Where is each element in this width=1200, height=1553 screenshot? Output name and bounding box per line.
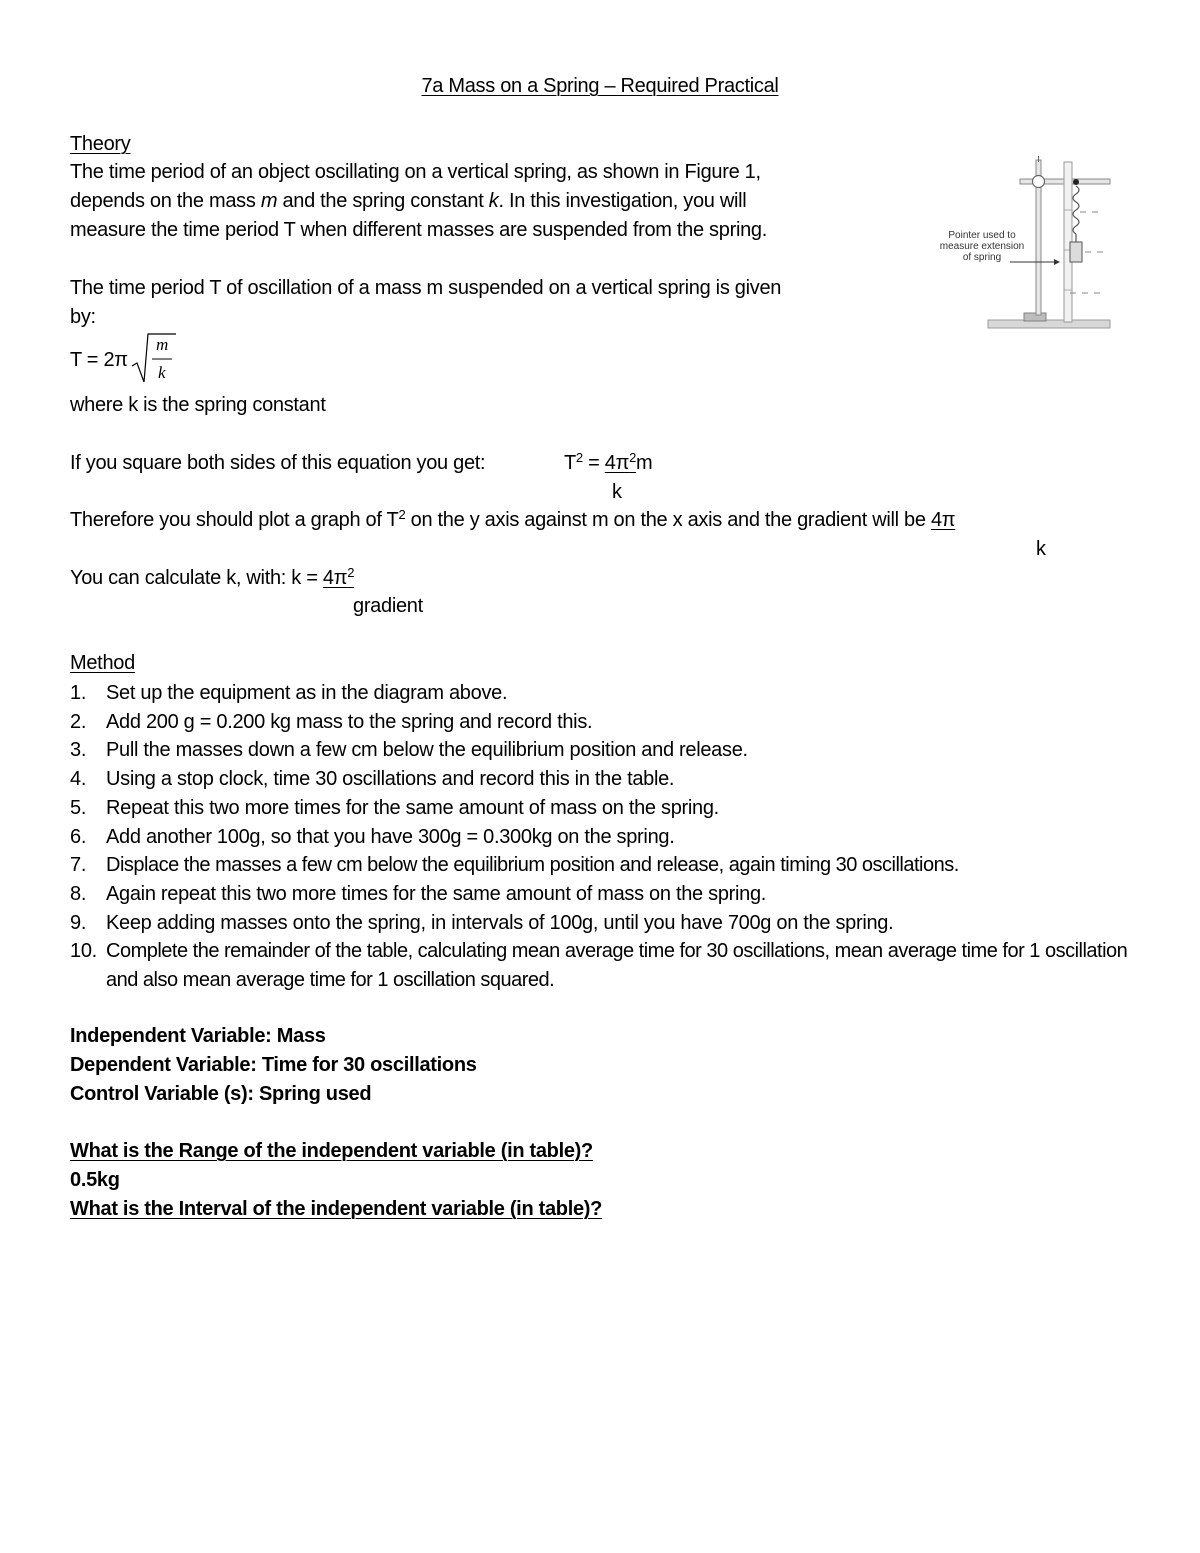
- pointer-label: [930, 230, 1034, 263]
- superscript: 2: [398, 507, 406, 522]
- fraction-numerator: [323, 567, 354, 589]
- list-item: [70, 794, 1160, 823]
- list-item: [70, 823, 1160, 852]
- text-run: . In this investigation, you will: [498, 190, 747, 212]
- range-answer: 0.5kg: [70, 1169, 120, 1191]
- spring-apparatus-figure: [930, 150, 1120, 340]
- step-text: Repeat this two more times for the same amount of mass on the spring.: [106, 796, 719, 819]
- text-run: on the y axis against m on the x axis and the gradient will be: [405, 509, 931, 531]
- dependent-variable: Dependent Variable: Time for 30 oscillations: [70, 1054, 477, 1076]
- method-heading: Method: [70, 652, 135, 674]
- formula-lhs: T = 2π: [70, 349, 128, 371]
- pointer-label-line: Pointer used to: [948, 230, 1016, 241]
- page-title: 7a Mass on a Spring – Required Practical: [421, 75, 779, 97]
- pointer-label-line: of spring: [962, 252, 1002, 263]
- fraction-denominator: gradient: [353, 595, 423, 617]
- theory-paragraph-line: [70, 187, 746, 215]
- calc-line: [70, 564, 354, 592]
- text-run: depends on the mass: [70, 190, 261, 212]
- step-text: Set up the equipment as in the diagram above.: [106, 682, 508, 704]
- theory-paragraph-line: measure the time period T when different masses are suspended from the spring.: [70, 219, 767, 241]
- step-number: 10.: [70, 940, 97, 963]
- formula-denominator: k: [158, 363, 166, 382]
- theory-paragraph-line: The time period of an object oscillating on a vertical spring, as shown in Figure 1,: [70, 161, 761, 183]
- list-item: [70, 880, 1160, 909]
- list-item: [70, 708, 1160, 737]
- text-run: You can calculate k, with: k =: [70, 567, 323, 589]
- fraction-numerator: 4π: [930, 509, 956, 531]
- superscript: 2: [347, 565, 355, 580]
- list-item: [70, 909, 1160, 938]
- interval-question: What is the Interval of the independent variable (in table)?: [70, 1198, 603, 1220]
- step-number: 4.: [70, 768, 87, 791]
- text-run: 4π: [604, 452, 630, 474]
- sqrt-sign: [130, 330, 180, 386]
- squared-equation: [564, 449, 652, 477]
- step-number: 1.: [70, 682, 87, 704]
- superscript: 2: [575, 450, 583, 465]
- theory-heading: Theory: [70, 133, 131, 155]
- step-number: 3.: [70, 739, 87, 762]
- step-text: Complete the remainder of the table, calculating mean average time for 30 oscillations, mean average time for 1 oscillation and also mean average time for 1 oscillation squared.: [106, 940, 1128, 992]
- fraction-numerator: [605, 452, 636, 474]
- theory-paragraph-line: The time period T of oscillation of a mass m suspended on a vertical spring is given: [70, 277, 782, 299]
- range-question: What is the Range of the independent variable (in table)?: [70, 1140, 593, 1162]
- list-item: [70, 851, 1160, 880]
- step-text: Displace the masses a few cm below the equilibrium position and release, again timing 30 oscillations.: [106, 854, 959, 877]
- step-text: Add another 100g, so that you have 300g = 0.300kg on the spring.: [106, 825, 675, 848]
- step-number: 9.: [70, 911, 87, 934]
- spring-constant-symbol: k: [488, 190, 499, 212]
- fraction-denominator: k: [1036, 538, 1046, 560]
- superscript: 2: [629, 450, 637, 465]
- text-run: Therefore you should plot a graph of T: [70, 509, 399, 531]
- step-text: Again repeat this two more times for the same amount of mass on the spring.: [106, 882, 767, 905]
- step-number: 2.: [70, 710, 87, 733]
- theory-paragraph-line: by:: [70, 306, 96, 328]
- text-run: =: [582, 452, 605, 474]
- step-number: 6.: [70, 825, 87, 848]
- text-run: T: [564, 452, 576, 474]
- text-run: 4π: [322, 567, 348, 589]
- plot-line: [70, 506, 955, 534]
- step-text: Add 200 g = 0.200 kg mass to the spring and record this.: [106, 710, 593, 733]
- mass-symbol: m: [260, 190, 278, 212]
- step-number: 8.: [70, 882, 87, 905]
- list-item: [70, 937, 1160, 994]
- text-run: and the spring constant: [277, 190, 489, 212]
- square-text: If you square both sides of this equation you get:: [70, 452, 486, 474]
- fraction-denominator: k: [612, 481, 622, 503]
- step-text: Keep adding masses onto the spring, in intervals of 100g, until you have 700g on the spring.: [106, 911, 894, 934]
- step-text: Pull the masses down a few cm below the equilibrium position and release.: [106, 739, 748, 762]
- list-item: [70, 736, 1160, 765]
- text-run: m: [636, 452, 653, 474]
- control-variable: Control Variable (s): Spring used: [70, 1083, 372, 1105]
- formula-numerator: m: [156, 335, 168, 354]
- step-number: 5.: [70, 796, 87, 819]
- step-text: Using a stop clock, time 30 oscillations and record this in the table.: [106, 768, 675, 791]
- step-number: 7.: [70, 854, 87, 877]
- list-item: [70, 765, 1160, 794]
- independent-variable: Independent Variable: Mass: [70, 1025, 326, 1047]
- method-list: [70, 679, 1160, 995]
- pointer-label-line: measure extension: [939, 241, 1025, 252]
- list-item: [70, 679, 1160, 708]
- where-line: where k is the spring constant: [70, 394, 326, 416]
